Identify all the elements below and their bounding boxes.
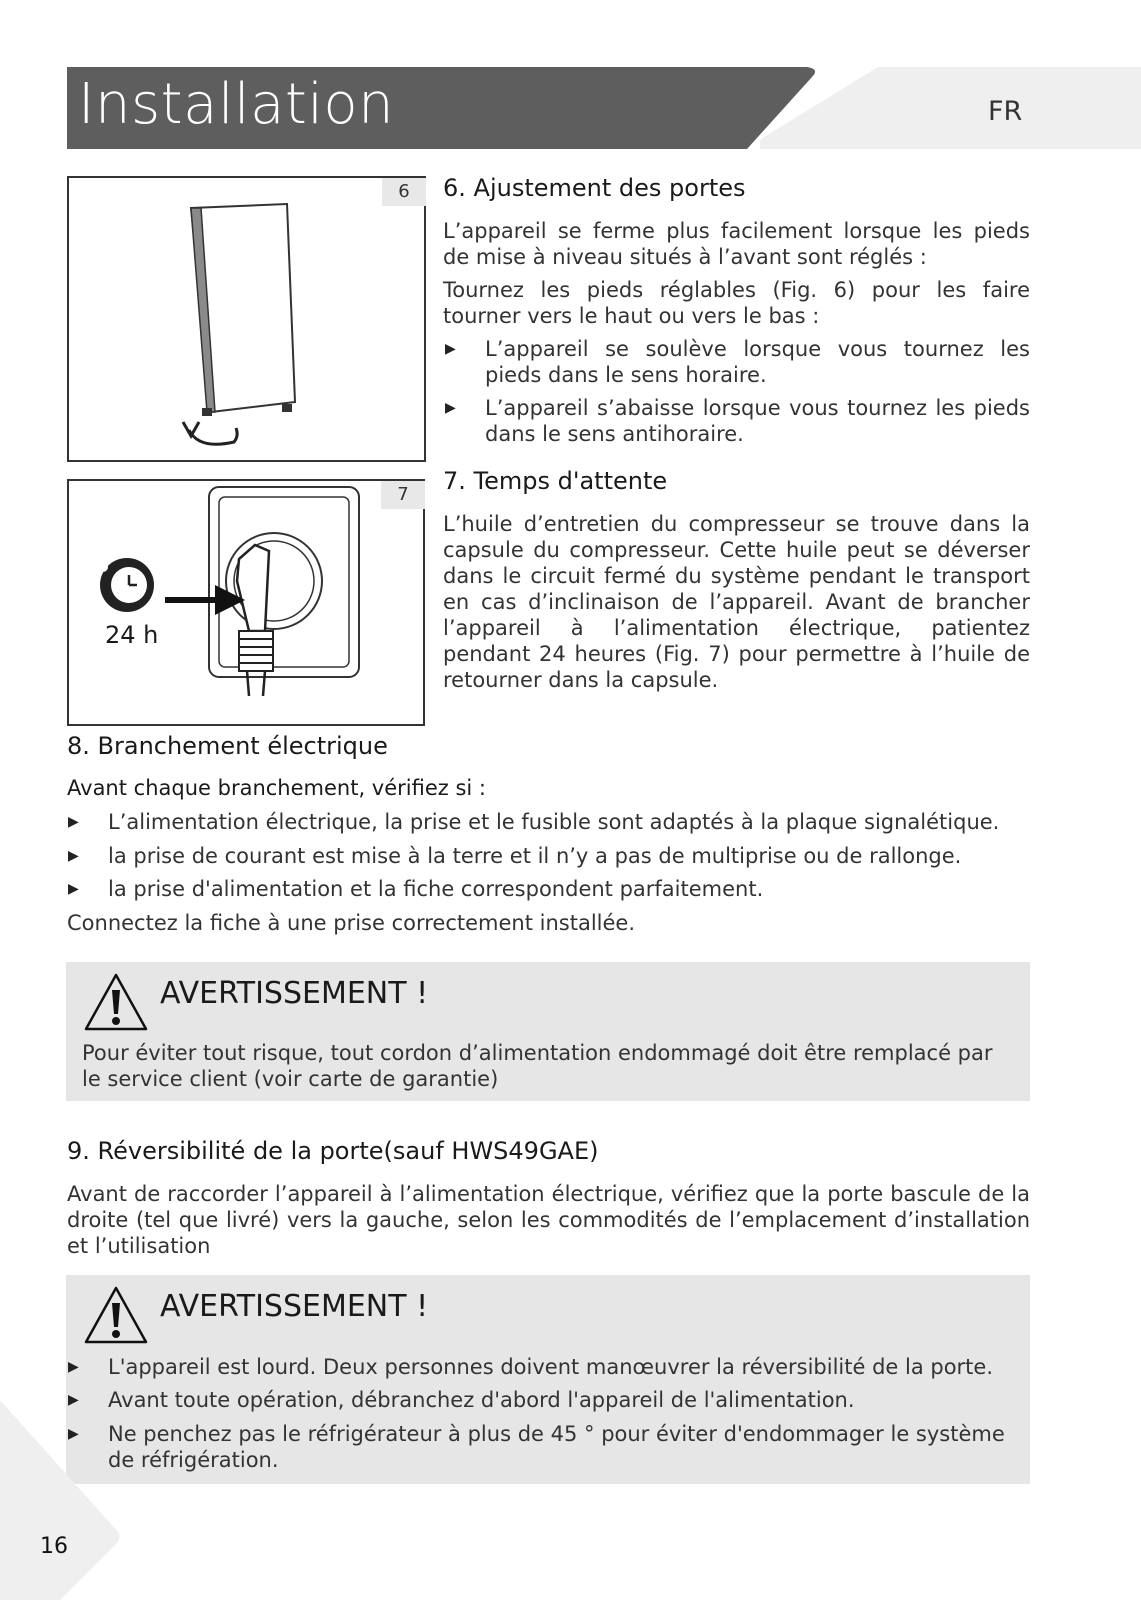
section-8-bullet: ▶ L’alimentation électrique, la prise et le fusible sont adaptés à la plaque signalétique. <box>68 810 1000 834</box>
footer-corner-shape <box>0 1400 120 1600</box>
warning-triangle-icon <box>83 972 149 1032</box>
warning-bullet: ▶ Ne penchez pas le réfrigérateur à plus de 45 ° pour éviter d'endommager le système de réfrigération. <box>68 1422 1005 1472</box>
warning-box <box>66 962 1030 1101</box>
socket-plug-illustration <box>69 481 423 724</box>
triangle-right-icon: ▶ <box>68 1426 79 1442</box>
warning-text: Pour éviter tout risque, tout cordon d’alimentation endommagé doit être remplacé par le service client (voir carte de garantie) <box>82 1041 993 1091</box>
page-number: 16 <box>40 1534 68 1559</box>
wait-time-label: 24 h <box>105 621 159 649</box>
clock-icon <box>98 558 154 612</box>
header-tab-shape <box>760 67 1141 149</box>
section-8-title: 8. Branchement électrique <box>67 732 388 760</box>
section-7-paragraph: L’huile d’entretien du compresseur se trouve dans la capsule du compresseur. Cette huile peut se déverser dans le circuit fermé du système pendant le transport en cas d’inclinaison de l’appareil. Avant de brancher l’appareil à l’alimentation électrique, patientez pendant 24 heures (Fig. 7) pour permettre à l’huile de retourner dans la capsule. <box>443 512 1030 692</box>
language-code: FR <box>988 96 1023 127</box>
section-6-bullet: ▶ L’appareil se soulève lorsque vous tournez les pieds dans le sens horaire. <box>445 337 1030 387</box>
section-6-paragraph-2: Tournez les pieds réglables (Fig. 6) pour les faire tourner vers le haut ou vers le bas : <box>443 278 1030 328</box>
fridge-door-illustration <box>69 178 424 460</box>
section-9-title: 9. Réversibilité de la porte(sauf HWS49GAE) <box>67 1137 599 1165</box>
rotate-arrow-icon <box>189 428 237 444</box>
triangle-right-icon: ▶ <box>68 1392 79 1408</box>
section-8-bullet: ▶ la prise d'alimentation et la fiche correspondent parfaitement. <box>68 877 764 901</box>
section-6-paragraph-1: L’appareil se ferme plus facilement lorsque les pieds de mise à niveau situés à l’avant sont réglés : <box>443 219 1030 269</box>
warning-bullet: ▶ L'appareil est lourd. Deux personnes doivent manœuvrer la réversibilité de la porte. <box>68 1355 994 1379</box>
warning-box-2 <box>66 1275 1030 1484</box>
triangle-right-icon: ▶ <box>445 400 456 416</box>
section-8-outro: Connectez la fiche à une prise correctement installée. <box>67 911 636 935</box>
page-title: Installation <box>78 72 395 137</box>
figure-7 <box>67 479 425 726</box>
triangle-right-icon: ▶ <box>68 881 79 897</box>
section-8-intro: Avant chaque branchement, vérifiez si : <box>67 776 486 800</box>
section-9-paragraph: Avant de raccorder l’appareil à l’alimentation électrique, vérifiez que la porte bascule de la droite (tel que livré) vers la gauche, selon les commodités de l’emplacement d’installation et l’utilisation <box>67 1182 1030 1258</box>
triangle-right-icon: ▶ <box>68 848 79 864</box>
section-8-bullet: ▶ la prise de courant est mise à la terre et il n’y a pas de multiprise ou de rallonge. <box>68 844 962 868</box>
section-7-title: 7. Temps d'attente <box>443 467 668 495</box>
warning-bullet: ▶ Avant toute opération, débranchez d'abord l'appareil de l'alimentation. <box>68 1388 855 1412</box>
figure-6 <box>67 176 426 462</box>
section-6-bullet: ▶ L’appareil s’abaisse lorsque vous tournez les pieds dans le sens antihoraire. <box>445 396 1030 446</box>
triangle-right-icon: ▶ <box>445 341 456 357</box>
section-6-title: 6. Ajustement des portes <box>443 174 746 202</box>
warning-title: AVERTISSEMENT ! <box>160 976 429 1011</box>
triangle-right-icon: ▶ <box>68 814 79 830</box>
figure-7-number: 7 <box>381 481 425 509</box>
warning-title: AVERTISSEMENT ! <box>160 1289 429 1324</box>
triangle-right-icon: ▶ <box>68 1359 79 1375</box>
figure-6-number: 6 <box>382 178 426 206</box>
warning-triangle-icon <box>83 1285 149 1345</box>
